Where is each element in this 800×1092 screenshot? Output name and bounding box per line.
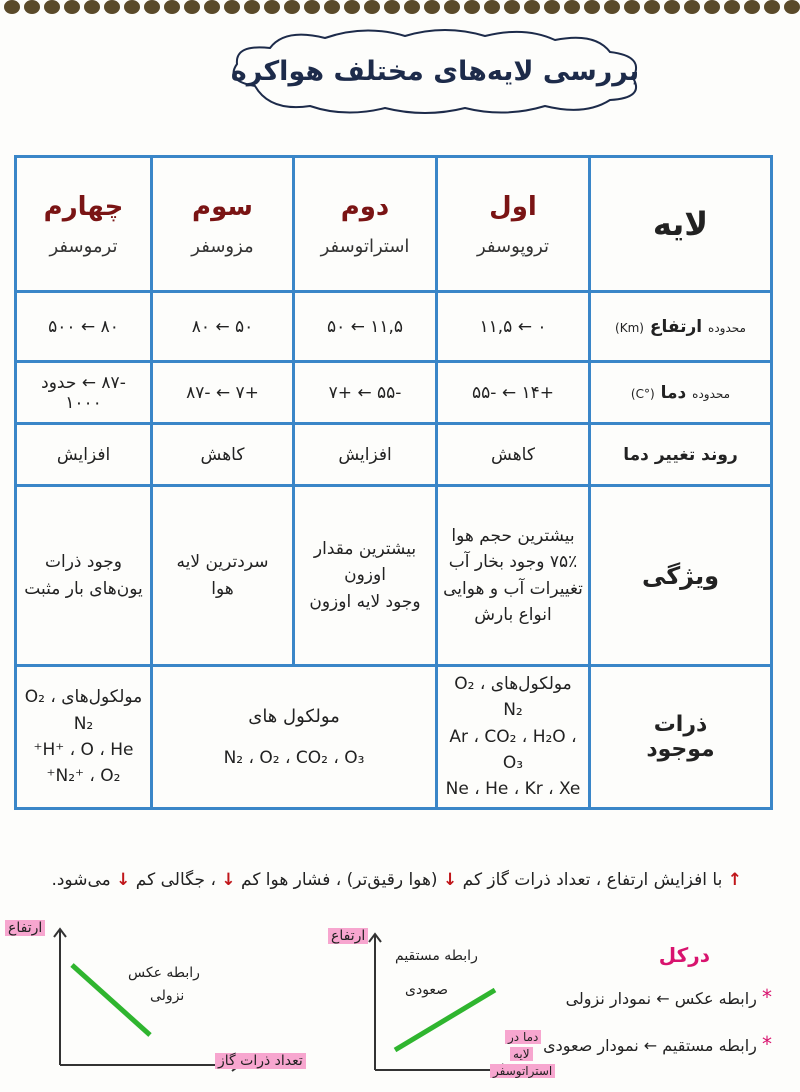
summary-item-1: * رابطه عکس ← نمودار نزولی <box>565 985 772 1009</box>
features-4: وجود ذرات یون‌های بار مثبت <box>16 486 152 666</box>
features-3: سردترین لایه هوا <box>152 486 294 666</box>
altitude-3: ۵۰ ← ۸۰ <box>152 292 294 362</box>
down-arrow-icon: ↓ <box>442 870 458 890</box>
layer-label: لایه <box>590 157 772 292</box>
trend-1: کاهش <box>437 424 590 486</box>
page-title: بررسی لایه‌های مختلف هواکره <box>230 55 640 87</box>
trend-3: کاهش <box>152 424 294 486</box>
down-arrow-icon: ↓ <box>116 870 131 890</box>
layer-1-header: اول تروپوسفر <box>437 157 590 292</box>
right-graph-xlabel-3: استراتوسفر <box>490 1064 555 1078</box>
right-graph-xlabel-1: دما در <box>505 1030 541 1044</box>
altitude-label: محدوده ارتفاع (Km) <box>590 292 772 362</box>
atmosphere-layers-table <box>14 155 773 810</box>
trend-label: روند تغییر دما <box>590 424 772 486</box>
increasing-line <box>395 990 495 1050</box>
notebook-spiral <box>0 0 800 16</box>
right-graph-ylabel: ارتفاع <box>328 928 368 944</box>
temperature-4: -۸۷ ← حدود ۱۰۰۰ <box>16 362 152 424</box>
temperature-2: -۵۵ ← +۷ <box>294 362 437 424</box>
temperature-label: محدوده دما (°C) <box>590 362 772 424</box>
temperature-1: +۱۴ ← -۵۵ <box>437 362 590 424</box>
particles-label: ذرات موجود <box>590 666 772 809</box>
altitude-1: ۰ ← ۱۱,۵ <box>437 292 590 362</box>
features-1: بیشترین حجم هوا ۷۵٪ وجود بخار آب تغییرات آب و هوایی انواع بارش <box>437 486 590 666</box>
particles-2-3: مولکول های N₂ ، O₂ ، CO₂ ، O₃ <box>152 666 437 809</box>
right-graph-caption-2: صعودی <box>405 982 449 998</box>
particles-4: مولکول‌های O₂ ، N₂ H⁺ ، O ، He⁺ N₂⁺ ، O₂⁺ <box>16 666 152 809</box>
star-icon: * <box>762 1032 772 1056</box>
layer-4-header: چهارم ترموسفر <box>16 157 152 292</box>
trend-2: افزایش <box>294 424 437 486</box>
layer-3-header: سوم مزوسفر <box>152 157 294 292</box>
trend-4: افزایش <box>16 424 152 486</box>
notes-section <box>0 840 800 1092</box>
left-graph-caption-1: رابطه عکس <box>128 965 200 981</box>
right-graph-caption-1: رابطه مستقیم <box>395 948 478 964</box>
features-label: ویژگی <box>590 486 772 666</box>
note-line: ↑ با افزایش ارتفاع ، تعداد ذرات گاز کم ↓ (هوا رقیق‌تر) ، فشار هوا کم ↓ ، جگالی کم ↓ می‌شود. <box>51 870 742 890</box>
star-icon: * <box>762 985 772 1009</box>
temperature-3: +۷ ← -۸۷ <box>152 362 294 424</box>
summary-item-2: * رابطه مستقیم ← نمودار صعودی <box>543 1032 772 1056</box>
left-graph-caption-2: نزولی <box>150 988 185 1004</box>
left-graph-ylabel: ارتفاع <box>5 920 45 936</box>
right-graph-xlabel-2: لایه <box>510 1047 533 1061</box>
features-2: بیشترین مقدار اوزون وجود لایه اوزون <box>294 486 437 666</box>
in-summary-label: درکل <box>658 943 710 967</box>
particles-1: مولکول‌های O₂ ، N₂ Ar ، CO₂ ، H₂O ، O₃ Ne ، He ، Kr ، Xe <box>437 666 590 809</box>
down-arrow-icon: ↓ <box>221 870 236 890</box>
title-cloud <box>215 26 655 116</box>
up-arrow-icon: ↑ <box>727 870 742 890</box>
layer-2-header: دوم استراتوسفر <box>294 157 437 292</box>
altitude-4: ۸۰ ← ۵۰۰ <box>16 292 152 362</box>
left-graph-xlabel: تعداد ذرات گاز <box>215 1053 306 1069</box>
altitude-2: ۱۱,۵ ← ۵۰ <box>294 292 437 362</box>
